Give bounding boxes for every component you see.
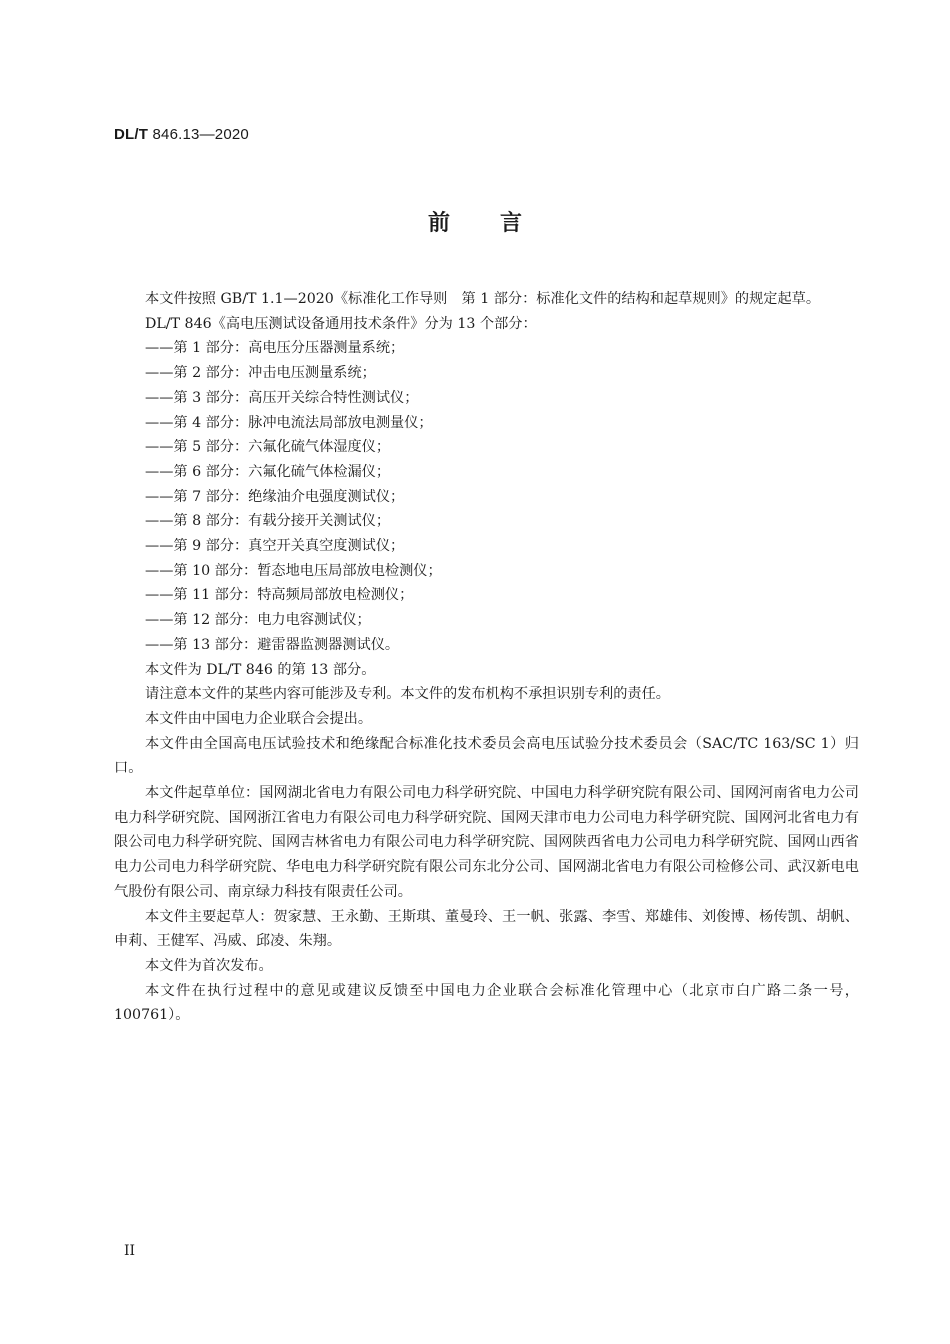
paragraph: 本文件起草单位：国网湖北省电力有限公司电力科学研究院、中国电力科学研究院有限公司、国网河南省电力公司电力科学研究院、国网浙江省电力有限公司电力科学研究院、国网天津市电力公司电力科学研究院、国网河北省电力有限公司电力科学研究院、国网吉林省电力有限公司电力科学研究院、国网陕西省电力公司电力科学研究院、国网山西省电力公司电力科学研究院、华电电力科学研究院有限公司东北分公司、国网湖北省电力有限公司检修公司、武汉新电电气股份有限公司、南京绿力科技有限责任公司。 xyxy=(114,785,859,900)
foreword-body xyxy=(114,287,859,1028)
paragraph: 本文件为 DL/T 846 的第 13 部分。 xyxy=(145,661,376,678)
paragraph: 请注意本文件的某些内容可能涉及专利。本文件的发布机构不承担识别专利的责任。 xyxy=(145,686,670,703)
list-item: ——第 5 部分：六氟化硫气体湿度仪； xyxy=(145,439,391,456)
code-prefix: DL/T xyxy=(114,126,149,143)
page-title: 前言 xyxy=(427,211,572,236)
paragraph: 本文件按照 GB/T 1.1—2020《标准化工作导则 第 1 部分：标准化文件的结构和起草规则》的规定起草。 xyxy=(145,291,821,307)
list-item: ——第 2 部分：冲击电压测量系统； xyxy=(145,365,376,382)
paragraph: 本文件由全国高电压试验技术和绝缘配合标准化技术委员会高电压试验分技术委员会（SAC/TC 163/SC 1）归口。 xyxy=(114,735,859,777)
list-item: ——第 6 部分：六氟化硫气体检漏仪； xyxy=(145,463,391,480)
list-item: ——第 9 部分：真空开关真空度测试仪； xyxy=(145,538,405,555)
page-number: II xyxy=(124,1243,136,1259)
list-item: ——第 13 部分：避雷器监测器测试仪。 xyxy=(145,636,400,653)
paragraph: 本文件主要起草人：贺家慧、王永勤、王斯琪、董曼玲、王一帆、张露、李雪、郑雄伟、刘俊博、杨传凯、胡帆、申莉、王健军、冯威、邱凌、朱翔。 xyxy=(114,908,859,950)
paragraph: 本文件由中国电力企业联合会提出。 xyxy=(145,710,373,727)
standard-code xyxy=(114,126,249,143)
paragraph: 本文件在执行过程中的意见或建议反馈至中国电力企业联合会标准化管理中心（北京市白广路二条一号，100761）。 xyxy=(114,982,859,1024)
list-item: ——第 3 部分：高压开关综合特性测试仪； xyxy=(145,389,419,406)
code-number: 846.13—2020 xyxy=(152,126,249,143)
list-item: ——第 1 部分：高电压分压器测量系统； xyxy=(145,340,405,357)
list-item: ——第 12 部分：电力电容测试仪； xyxy=(145,612,371,629)
list-item: ——第 11 部分：特高频局部放电检测仪； xyxy=(145,587,414,604)
list-item: ——第 7 部分：绝缘油介电强度测试仪； xyxy=(145,488,405,505)
paragraph: DL/T 846《高电压测试设备通用技术条件》分为 13 个部分： xyxy=(145,315,537,332)
list-item: ——第 10 部分：暂态地电压局部放电检测仪； xyxy=(145,562,442,579)
list-item: ——第 4 部分：脉冲电流法局部放电测量仪； xyxy=(145,414,433,431)
paragraph: 本文件为首次发布。 xyxy=(145,957,273,974)
list-item: ——第 8 部分：有载分接开关测试仪； xyxy=(145,513,391,530)
